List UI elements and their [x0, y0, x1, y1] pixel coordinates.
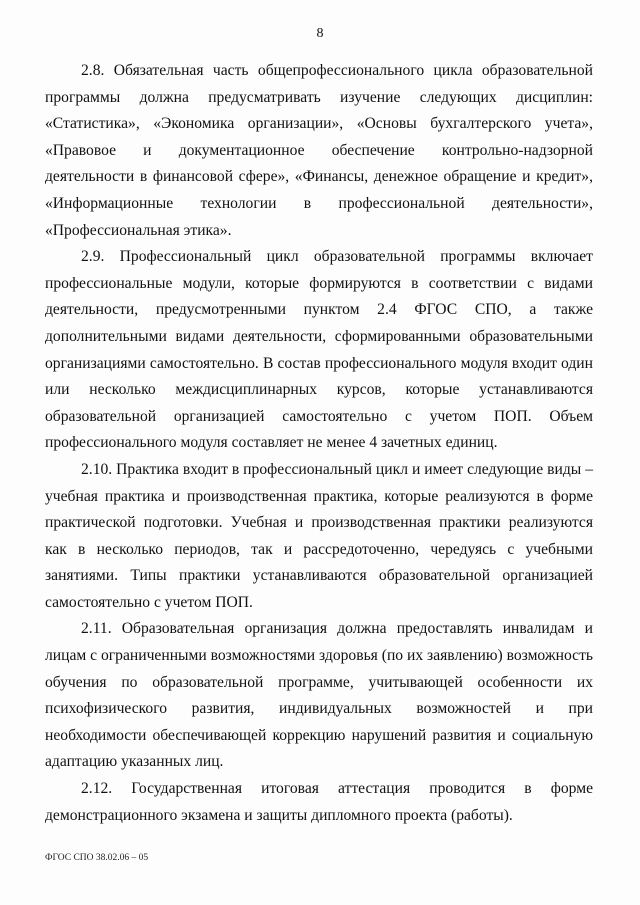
paragraph-2-11: 2.11. Образовательная организация должна предоставлять инвалидам и лицам с ограниченными возможностями здоровья (по их заявлению) возможность обучения по образовательной программе, учитывающей особенности их психофизического развития, индивидуальных возможностей и при необходимости обеспечивающей коррекцию нарушений развития и социальную адаптацию указанных лиц.	[45, 620, 593, 771]
paragraph-2-12: 2.12. Государственная итоговая аттестация проводится в форме демонстрационного экзамена и защиты дипломного проекта (работы).	[45, 780, 593, 824]
document-footer-code: ФГОС СПО 38.02.06 – 05	[45, 853, 149, 863]
page-number: 8	[316, 26, 324, 41]
paragraph-2-8: 2.8. Обязательная часть общепрофессионального цикла образовательной программы должна предусматривать изучение следующих дисциплин: «Статистика», «Экономика организации», «Основы бухгалтерского учета», «Правовое и документационное обеспечение контрольно-надзорной деятельности в финансовой сфере», «Финансы, денежное обращение и кредит», «Информационные технологии в профессиональной деятельности», «Профессиональная этика».	[45, 62, 593, 239]
paragraph-2-10: 2.10. Практика входит в профессиональный цикл и имеет следующие виды – учебная практика и производственная практика, которые реализуются в форме практической подготовки. Учебная и производственная практики реализуются как в несколько периодов, так и рассредоточенно, чередуясь с учебными занятиями. Типы практики устанавливаются образовательной организацией самостоятельно с учетом ПОП.	[45, 460, 593, 611]
document-body	[45, 58, 593, 829]
paragraph-2-9: 2.9. Профессиональный цикл образовательной программы включает профессиональные модули, которые формируются в соответствии с видами деятельности, предусмотренными пунктом 2.4 ФГОС СПО, а также дополнительными видами деятельности, сформированными образовательными организациями самостоятельно. В состав профессионального модуля входит один или несколько междисциплинарных курсов, которые устанавливаются образовательной организацией самостоятельно с учетом ПОП. Объем профессионального модуля составляет не менее 4 зачетных единиц.	[45, 248, 593, 452]
